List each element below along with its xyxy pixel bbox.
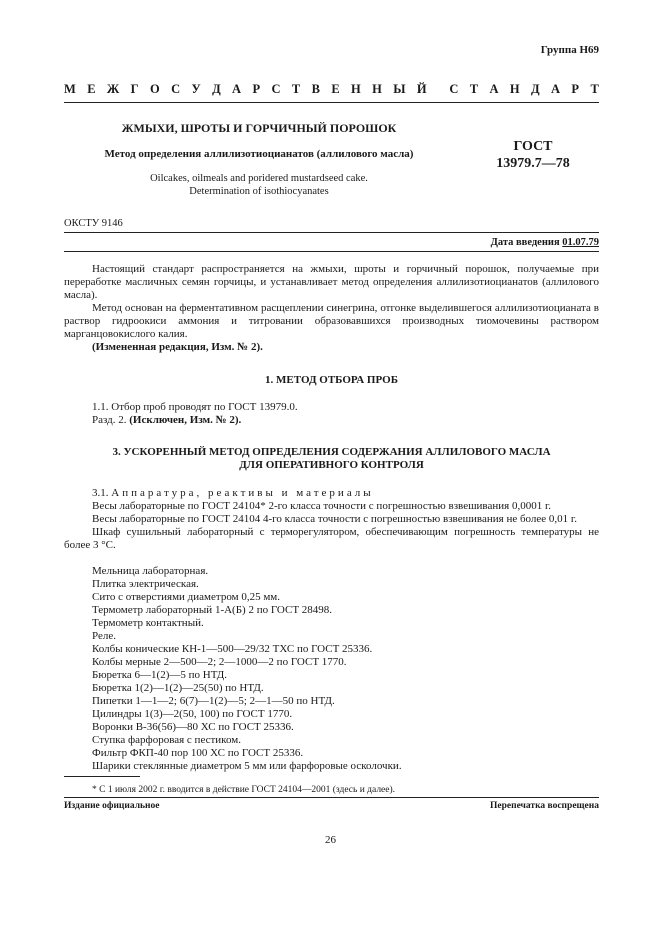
equipment-item: Цилиндры 1(3)—2(50, 100) по ГОСТ 1770. <box>92 708 293 720</box>
standard-letter: Д <box>531 82 540 96</box>
footnote-rule <box>64 776 140 777</box>
standard-letter: Н <box>351 82 361 96</box>
equipment-item: Термометр лабораторный 1-А(Б) 2 по ГОСТ 28498. <box>92 604 333 616</box>
equipment-item: Термометр контактный. <box>92 617 204 629</box>
equipment-list <box>92 565 402 773</box>
standard-letter: Ы <box>393 82 406 96</box>
standard-letter: Е <box>87 82 96 96</box>
oksty-code: ОКСТУ 9146 <box>64 218 123 229</box>
standard-letter: У <box>191 82 201 96</box>
intro-paragraph-scope: Настоящий стандарт распространяется на жмыхи, шроты и горчичный порошок, получаемые при переработке масличных семян горчицы, и устанавливает метод определения аллилизотиоцианатов (аллилового масла). <box>64 263 599 301</box>
section-2-prefix: Разд. 2. <box>92 414 130 426</box>
equipment-item: Бюретка 1(2)—1(2)—25(50) по НТД. <box>92 682 264 694</box>
official-edition: Издание официальное <box>64 801 160 811</box>
gost-code: 13979.7—78 <box>496 156 570 171</box>
equipment-item: Мельница лабораторная. <box>92 565 209 577</box>
section-1-body <box>64 401 599 427</box>
standard-letter: С <box>271 82 281 96</box>
standard-letter: М <box>64 82 76 96</box>
standard-letter: Е <box>331 82 340 96</box>
standard-letter: Ж <box>106 82 120 96</box>
oven-paragraph: Шкаф сушильный лабораторный с терморегулятором, обеспечивающим погрешность температуры не более 3 °С. <box>64 526 599 551</box>
standard-letter: Й <box>416 82 427 96</box>
standard-letter: Р <box>252 82 261 96</box>
standard-letter: Н <box>372 82 382 96</box>
section-2-note <box>64 414 599 427</box>
section-2-excluded: (Исключен, Изм. № 2). <box>129 414 242 426</box>
group-code: Группа Н69 <box>540 44 599 56</box>
gost-number <box>466 138 600 172</box>
standard-letter: В <box>311 82 320 96</box>
section-3-body <box>64 487 599 552</box>
section-3-heading <box>64 446 599 472</box>
english-title-line1: Oilcakes, oilmeals and poridered mustardseed cake. <box>150 173 368 184</box>
intro-section <box>64 263 599 354</box>
subsection-3-1-heading <box>64 487 599 500</box>
standard-letter: Т <box>469 82 479 96</box>
intro-paragraph-method: Метод основан на ферментативном расщеплении синегрина, отгонке выделившегося аллилизотиоцианата в раствор гидроокиси аммония и титровании образовавшихся производных тиомочевины раствором марганцовокислого калия. <box>64 302 599 340</box>
subsection-title: Аппаратура, реактивы и материалы <box>111 487 374 499</box>
date-rule <box>64 251 599 252</box>
date-label: Дата введения <box>490 237 563 248</box>
equipment-item: Плитка электрическая. <box>92 578 199 590</box>
header-rule <box>64 102 599 103</box>
equipment-item: Фильтр ФКП-40 пор 100 ХС по ГОСТ 25336. <box>92 747 304 759</box>
footnote: * С 1 июля 2002 г. вводится в действие ГОСТ 24104—2001 (здесь и далее). <box>92 785 396 795</box>
standard-letter: Р <box>571 82 580 96</box>
section-3-heading-line2: ДЛЯ ОПЕРАТИВНОГО КОНТРОЛЯ <box>239 459 424 471</box>
reprint-prohibited: Перепечатка воспрещена <box>489 801 599 811</box>
standard-letter: Д <box>212 82 221 96</box>
standard-letter: А <box>232 82 242 96</box>
equipment-item: Колбы конические КН-1—500—29/32 ТХС по ГОСТ 25336. <box>92 643 373 655</box>
standard-letter: С <box>171 82 181 96</box>
standard-letter: Г <box>130 82 139 96</box>
equipment-item: Колбы мерные 2—500—2; 2—1000—2 по ГОСТ 1770. <box>92 656 347 668</box>
scales-paragraph-2: Весы лабораторные по ГОСТ 24104 4-го класса точности с погрешностью взвешивания не более 0,01 г. <box>92 513 577 525</box>
scales-paragraph-1: Весы лабораторные по ГОСТ 24104* 2-го класса точности с погрешностью взвешивания 0,0001 г. <box>92 500 551 512</box>
meta-rule <box>64 232 599 233</box>
date-value: 01.07.79 <box>562 237 599 248</box>
equipment-item: Ступка фарфоровая с пестиком. <box>92 734 241 746</box>
document-subtitle: Метод определения аллилизотиоцианатов (аллилового масла) <box>104 148 414 160</box>
english-title <box>64 172 454 198</box>
gost-label: ГОСТ <box>513 139 553 154</box>
section-3-heading-line1: 3. УСКОРЕННЫЙ МЕТОД ОПРЕДЕЛЕНИЯ СОДЕРЖАНИЯ АЛЛИЛОВОГО МАСЛА <box>112 446 551 458</box>
standard-letter: О <box>149 82 160 96</box>
introduction-date <box>491 237 599 248</box>
subsection-number: 3.1. <box>92 487 112 499</box>
standard-letter: С <box>449 82 459 96</box>
section-1-paragraph: 1.1. Отбор проб проводят по ГОСТ 13979.0. <box>92 401 298 413</box>
standard-letter: А <box>551 82 561 96</box>
interstate-standard-heading <box>64 82 599 97</box>
equipment-item: Воронки В-36(56)—80 ХС по ГОСТ 25336. <box>92 721 294 733</box>
english-title-line2: Determination of isothiocyanates <box>189 186 329 197</box>
standard-letter: Т <box>291 82 301 96</box>
standard-letter: Н <box>509 82 520 96</box>
equipment-item: Реле. <box>92 630 116 642</box>
document-title: ЖМЫХИ, ШРОТЫ И ГОРЧИЧНЫЙ ПОРОШОК <box>121 121 397 135</box>
section-1-heading: 1. МЕТОД ОТБОРА ПРОБ <box>265 374 398 386</box>
intro-amendment: (Измененная редакция, Изм. № 2). <box>92 341 263 353</box>
equipment-item: Сито с отверстиями диаметром 0,25 мм. <box>92 591 280 603</box>
standard-letter: Т <box>590 82 599 96</box>
page-number: 26 <box>325 834 336 846</box>
equipment-item: Бюретка 6—1(2)—5 по НТД. <box>92 669 227 681</box>
footer-rule <box>64 797 599 798</box>
standard-letter: А <box>489 82 499 96</box>
equipment-item: Шарики стеклянные диаметром 5 мм или фарфоровые осколочки. <box>92 760 402 772</box>
equipment-item: Пипетки 1—1—2; 6(7)—1(2)—5; 2—1—50 по НТД. <box>92 695 335 707</box>
